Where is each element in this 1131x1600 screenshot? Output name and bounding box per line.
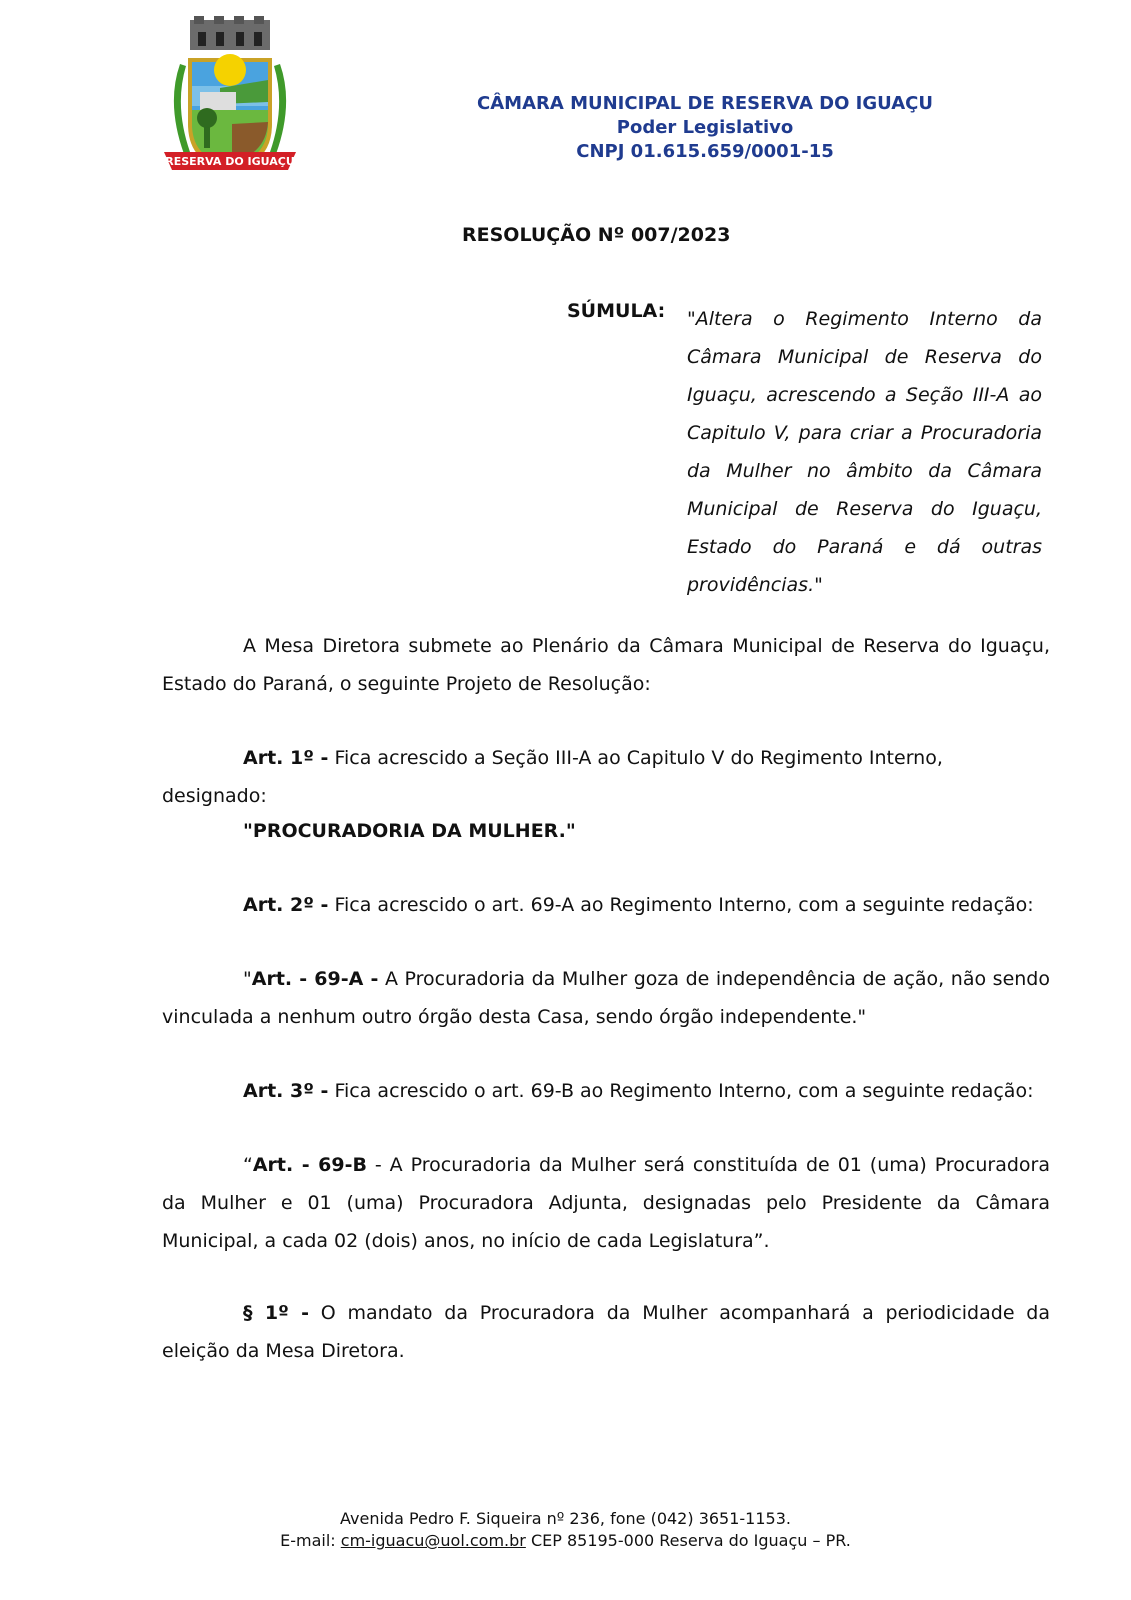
article-2 — [162, 886, 1050, 924]
paragraph-1 — [162, 1294, 1050, 1370]
article-69a-open-quote: " — [243, 968, 252, 990]
footer-contact — [0, 1530, 1131, 1552]
crest-ribbon-text: RESERVA DO IGUAÇU — [165, 155, 295, 168]
article-69b-text: - A Procuradoria da Mulher será constituída de 01 (uma) Procuradora da Mulher e 01 (uma) Procuradora Adjunta, designadas pelo Presidente da Câmara Municipal, a cada 02 (dois) anos, no início de cada Legislatura”. — [162, 1154, 1050, 1252]
article-1 — [162, 739, 1050, 815]
procuradoria-heading — [162, 812, 1050, 850]
article-2-label: Art. 2º - — [243, 894, 329, 916]
paragraph-1-label: § 1º - — [243, 1302, 310, 1324]
article-3-text: Fica acrescido o art. 69-B ao Regimento Interno, com a seguinte redação: — [328, 1080, 1034, 1102]
sumula-text: "Altera o Regimento Interno da Câmara Municipal de Reserva do Iguaçu, acrescendo a Seção III-A ao Capitulo V, para criar a Procuradoria da Mulher no âmbito da Câmara Municipal de Reserva do Iguaçu, Estado do Paraná e dá outras providências." — [687, 308, 1042, 596]
footer-email-link[interactable]: cm-iguacu@uol.com.br — [340, 1531, 526, 1550]
institution-branch: Poder Legislativo — [616, 117, 794, 138]
footer-address: Avenida Pedro F. Siqueira nº 236, fone (042) 3651-1153. — [340, 1509, 791, 1528]
procuradoria-heading-text: "PROCURADORIA DA MULHER." — [243, 820, 576, 842]
article-69b-label: Art. - 69-B — [252, 1154, 367, 1176]
sumula-label: SÚMULA: — [567, 300, 666, 322]
municipal-crest-logo — [160, 14, 300, 180]
article-3-label: Art. 3º - — [243, 1080, 329, 1102]
article-69a — [162, 960, 1050, 1036]
footer — [0, 1508, 1131, 1552]
article-1-text: Fica acrescido a Seção III-A ao Capitulo V do Regimento Interno, designado: — [162, 747, 943, 807]
footer-email-prefix: E-mail: — [280, 1531, 341, 1550]
institution-name: CÂMARA MUNICIPAL DE RESERVA DO IGUAÇU — [477, 93, 933, 114]
institution-cnpj: CNPJ 01.615.659/0001-15 — [576, 141, 834, 162]
article-69a-label: Art. - 69-A - — [251, 968, 379, 990]
paragraph-1-text: O mandato da Procuradora da Mulher acompanhará a periodicidade da eleição da Mesa Diretora. — [162, 1302, 1050, 1362]
article-2-text: Fica acrescido o art. 69-A ao Regimento Interno, com a seguinte redação: — [328, 894, 1034, 916]
institution-header — [440, 92, 970, 164]
intro-paragraph: A Mesa Diretora submete ao Plenário da Câmara Municipal de Reserva do Iguaçu, Estado do Paraná, o seguinte Projeto de Resolução: — [162, 635, 1050, 695]
article-1-label: Art. 1º - — [243, 747, 329, 769]
footer-cep: CEP 85195-000 Reserva do Iguaçu – PR. — [525, 1531, 851, 1550]
article-69a-text: A Procuradoria da Mulher goza de independência de ação, não sendo vinculada a nenhum outro órgão desta Casa, sendo órgão independente." — [162, 968, 1050, 1028]
resolution-title: RESOLUÇÃO Nº 007/2023 — [462, 224, 731, 246]
article-69b — [162, 1146, 1050, 1260]
article-69b-open-quote: “ — [243, 1154, 253, 1176]
article-3 — [162, 1072, 1050, 1110]
